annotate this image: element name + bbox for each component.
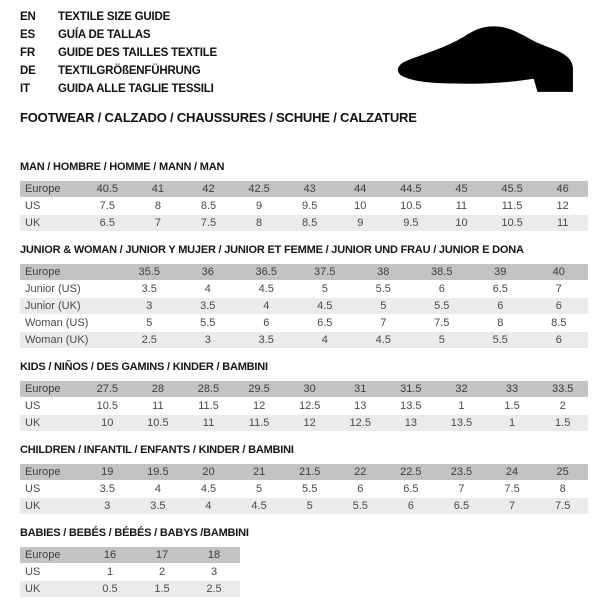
language-code: IT (20, 83, 30, 95)
size-cell: 30 (284, 381, 335, 397)
size-cell: 8 (133, 198, 184, 214)
size-cell: 33.5 (537, 381, 588, 397)
size-cell: 45 (436, 181, 487, 197)
size-cell: 5 (234, 481, 285, 497)
language-title: TEXTILGRÖßENFÜHRUNG (58, 65, 201, 77)
size-cell: 24 (487, 464, 538, 480)
size-cell: 13.5 (386, 398, 437, 414)
size-cell: 28.5 (183, 381, 234, 397)
size-cell: 1 (487, 415, 538, 431)
size-cell: 6 (471, 298, 530, 314)
size-cell: 22 (335, 464, 386, 480)
size-cell: 6.5 (296, 315, 355, 331)
table-row (20, 581, 240, 597)
size-cell: 12.5 (335, 415, 386, 431)
size-cell: 40 (530, 264, 589, 280)
size-cell: 28 (133, 381, 184, 397)
language-title: GUÍA DE TALLAS (58, 29, 151, 41)
table-row (20, 481, 588, 497)
size-cell: 8.5 (530, 315, 589, 331)
size-cell: 0.5 (84, 581, 136, 597)
size-cell: 38.5 (413, 264, 472, 280)
size-cell: 11 (436, 198, 487, 214)
size-cell: 8.5 (284, 215, 335, 231)
table-row (20, 264, 588, 280)
size-cell: 5.5 (179, 315, 238, 331)
size-cell: 10.5 (386, 198, 437, 214)
size-cell: 10.5 (82, 398, 133, 414)
size-table-section (20, 361, 588, 432)
size-cell: 6 (530, 332, 589, 348)
row-label-cell: Europe (20, 264, 120, 280)
tables-container (20, 161, 588, 598)
size-cell: 5 (413, 332, 472, 348)
size-cell: 4 (237, 298, 296, 314)
size-cell: 4.5 (183, 481, 234, 497)
size-cell: 7.5 (82, 198, 133, 214)
size-cell: 32 (436, 381, 487, 397)
size-cell: 25 (537, 464, 588, 480)
table-row (20, 398, 588, 414)
size-cell: 2.5 (120, 332, 179, 348)
row-label-cell: US (20, 481, 82, 497)
size-cell: 41 (133, 181, 184, 197)
size-cell: 10 (335, 198, 386, 214)
row-label-cell: UK (20, 415, 82, 431)
section-title: MAN / HOMBRE / HOMME / MANN / MAN (20, 161, 225, 173)
size-cell: 11 (133, 398, 184, 414)
size-cell: 42.5 (234, 181, 285, 197)
size-cell: 7 (530, 281, 589, 297)
row-label-cell: UK (20, 215, 82, 231)
size-cell: 6 (237, 315, 296, 331)
size-cell: 38 (354, 264, 413, 280)
size-cell: 9 (234, 198, 285, 214)
size-cell: 6.5 (436, 498, 487, 514)
size-cell: 10.5 (133, 415, 184, 431)
section-title: KIDS / NIÑOS / DES GAMINS / KINDER / BAMBINI (20, 361, 268, 373)
size-cell: 4.5 (234, 498, 285, 514)
language-code: EN (20, 11, 36, 23)
section-title: BABIES / BEBÉS / BÉBÉS / BABYS /BAMBINI (20, 527, 249, 539)
size-cell: 21 (234, 464, 285, 480)
size-cell: 45.5 (487, 181, 538, 197)
category-line: FOOTWEAR / CALZADO / CHAUSSURES / SCHUHE / CALZATURE (20, 110, 417, 125)
size-cell: 1.5 (537, 415, 588, 431)
size-cell: 36 (179, 264, 238, 280)
table-row (20, 547, 240, 563)
size-cell: 4.5 (296, 298, 355, 314)
size-cell: 40.5 (82, 181, 133, 197)
size-cell: 12 (284, 415, 335, 431)
size-cell: 7.5 (537, 498, 588, 514)
size-cell: 8 (471, 315, 530, 331)
size-cell: 13 (386, 415, 437, 431)
size-cell: 9.5 (386, 215, 437, 231)
size-cell: 39 (471, 264, 530, 280)
size-cell: 6 (413, 281, 472, 297)
size-cell: 9.5 (284, 198, 335, 214)
size-cell: 7 (133, 215, 184, 231)
row-label-cell: Junior (UK) (20, 298, 120, 314)
size-cell: 12 (234, 398, 285, 414)
language-code: FR (20, 47, 35, 59)
size-cell: 4.5 (237, 281, 296, 297)
size-table (20, 380, 588, 432)
size-cell: 1.5 (136, 581, 188, 597)
size-cell: 33 (487, 381, 538, 397)
size-cell: 10 (436, 215, 487, 231)
language-code: ES (20, 29, 35, 41)
size-cell: 11.5 (234, 415, 285, 431)
table-row (20, 332, 588, 348)
row-label-cell: Europe (20, 381, 82, 397)
row-label-cell: Europe (20, 464, 82, 480)
row-label-cell: Woman (UK) (20, 332, 120, 348)
language-title: GUIDA ALLE TAGLIE TESSILI (58, 83, 214, 95)
size-cell: 10.5 (487, 215, 538, 231)
size-cell: 18 (188, 547, 240, 563)
row-label-cell: Europe (20, 547, 84, 563)
size-cell: 6 (530, 298, 589, 314)
size-cell: 1 (436, 398, 487, 414)
size-cell: 11.5 (487, 198, 538, 214)
language-title: TEXTILE SIZE GUIDE (58, 11, 171, 23)
size-table-section (20, 244, 588, 349)
size-cell: 1.5 (487, 398, 538, 414)
size-cell: 19.5 (133, 464, 184, 480)
table-row (20, 281, 588, 297)
size-table (20, 180, 588, 232)
row-label-cell: UK (20, 581, 84, 597)
size-cell: 12 (537, 198, 588, 214)
size-cell: 44 (335, 181, 386, 197)
size-table-section (20, 444, 588, 515)
size-cell: 5 (296, 281, 355, 297)
size-cell: 7 (436, 481, 487, 497)
size-cell: 13.5 (436, 415, 487, 431)
size-cell: 29.5 (234, 381, 285, 397)
row-label-cell: US (20, 398, 82, 414)
size-cell: 19 (82, 464, 133, 480)
size-cell: 42 (183, 181, 234, 197)
size-cell: 3.5 (179, 298, 238, 314)
size-cell: 4.5 (354, 332, 413, 348)
size-cell: 2 (537, 398, 588, 414)
table-row (20, 215, 588, 231)
size-cell: 3 (82, 498, 133, 514)
size-cell: 7 (487, 498, 538, 514)
size-cell: 6.5 (386, 481, 437, 497)
size-cell: 5 (120, 315, 179, 331)
size-cell: 16 (84, 547, 136, 563)
size-cell: 3.5 (82, 481, 133, 497)
size-cell: 5 (354, 298, 413, 314)
size-cell: 1 (84, 564, 136, 580)
shoe-icon (390, 20, 586, 104)
row-label-cell: Woman (US) (20, 315, 120, 331)
size-cell: 5.5 (284, 481, 335, 497)
size-cell: 5.5 (471, 332, 530, 348)
language-code: DE (20, 65, 36, 77)
size-cell: 8 (234, 215, 285, 231)
table-row (20, 298, 588, 314)
table-row (20, 315, 588, 331)
table-row (20, 181, 588, 197)
size-cell: 22.5 (386, 464, 437, 480)
size-cell: 5.5 (413, 298, 472, 314)
size-cell: 8 (537, 481, 588, 497)
language-title: GUIDE DES TAILLES TEXTILE (58, 47, 217, 59)
size-cell: 7 (354, 315, 413, 331)
size-cell: 23.5 (436, 464, 487, 480)
size-table (20, 546, 240, 598)
row-label-cell: UK (20, 498, 82, 514)
table-row (20, 564, 240, 580)
table-row (20, 498, 588, 514)
row-label-cell: US (20, 198, 82, 214)
size-cell: 36.5 (237, 264, 296, 280)
size-cell: 20 (183, 464, 234, 480)
size-cell: 44.5 (386, 181, 437, 197)
size-cell: 46 (537, 181, 588, 197)
size-cell: 2.5 (188, 581, 240, 597)
size-cell: 11.5 (183, 398, 234, 414)
size-cell: 10 (82, 415, 133, 431)
size-cell: 7.5 (413, 315, 472, 331)
size-cell: 3 (179, 332, 238, 348)
size-cell: 12.5 (284, 398, 335, 414)
size-cell: 3.5 (133, 498, 184, 514)
size-cell: 4 (179, 281, 238, 297)
table-row (20, 381, 588, 397)
size-table (20, 263, 588, 349)
size-cell: 2 (136, 564, 188, 580)
section-title: JUNIOR & WOMAN / JUNIOR Y MUJER / JUNIOR ET FEMME / JUNIOR UND FRAU / JUNIOR E DONA (20, 244, 524, 256)
size-cell: 3.5 (120, 281, 179, 297)
size-cell: 6.5 (82, 215, 133, 231)
row-label-cell: Junior (US) (20, 281, 120, 297)
table-row (20, 198, 588, 214)
size-cell: 7.5 (487, 481, 538, 497)
size-cell: 43 (284, 181, 335, 197)
size-cell: 6 (386, 498, 437, 514)
size-cell: 17 (136, 547, 188, 563)
size-cell: 4 (296, 332, 355, 348)
row-label-cell: US (20, 564, 84, 580)
size-table (20, 463, 588, 515)
size-cell: 6.5 (471, 281, 530, 297)
size-cell: 8.5 (183, 198, 234, 214)
table-row (20, 415, 588, 431)
size-cell: 5.5 (354, 281, 413, 297)
size-cell: 31.5 (386, 381, 437, 397)
row-label-cell: Europe (20, 181, 82, 197)
size-cell: 5.5 (335, 498, 386, 514)
size-cell: 4 (183, 498, 234, 514)
size-cell: 6 (335, 481, 386, 497)
size-cell: 3.5 (237, 332, 296, 348)
size-cell: 21.5 (284, 464, 335, 480)
size-cell: 11 (183, 415, 234, 431)
size-cell: 35.5 (120, 264, 179, 280)
size-cell: 5 (284, 498, 335, 514)
size-cell: 11 (537, 215, 588, 231)
size-table-section (20, 161, 588, 232)
size-cell: 7.5 (183, 215, 234, 231)
size-table-section (20, 527, 588, 598)
size-cell: 3 (120, 298, 179, 314)
section-title: CHILDREN / INFANTIL / ENFANTS / KINDER / BAMBINI (20, 444, 294, 456)
size-cell: 37.5 (296, 264, 355, 280)
size-cell: 13 (335, 398, 386, 414)
size-cell: 4 (133, 481, 184, 497)
table-row (20, 464, 588, 480)
size-cell: 27.5 (82, 381, 133, 397)
size-cell: 9 (335, 215, 386, 231)
size-cell: 31 (335, 381, 386, 397)
size-cell: 3 (188, 564, 240, 580)
